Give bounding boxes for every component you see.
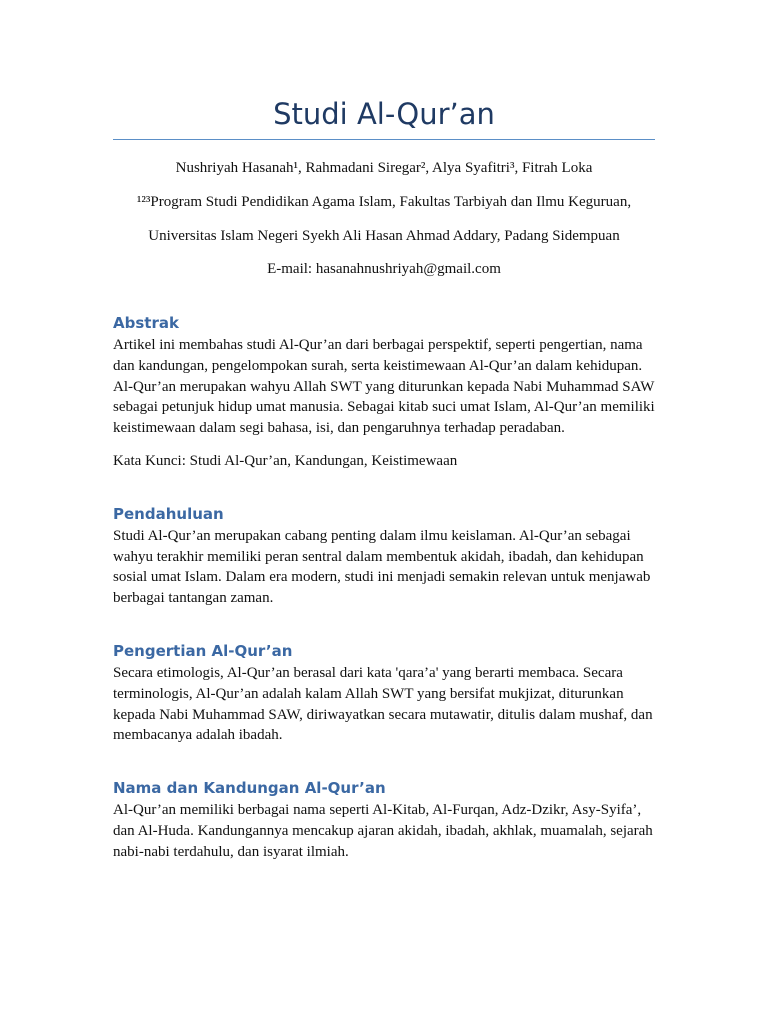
section-pendahuluan xyxy=(113,504,655,609)
author-email: E-mail: hasanahnushriyah@gmail.com xyxy=(267,261,501,277)
document-page xyxy=(113,0,655,863)
title-underline xyxy=(113,139,655,140)
section-heading: Nama dan Kandungan Al-Qur’an xyxy=(113,779,386,798)
section-heading: Pengertian Al-Qur’an xyxy=(113,641,293,660)
section-abstrak xyxy=(113,313,655,472)
section-nama-kandungan xyxy=(113,778,655,862)
section-paragraph: Artikel ini membahas studi Al-Qur’an dari berbagai perspektif, seperti pengertian, nama dan kandungan, pengelompokan surah, serta keistimewaan Al-Qur’an dalam kehidupan. Al-Qur’an merupakan wahyu Allah SWT yang diturunkan kepada Nabi Muhammad SAW sebagai petunjuk hidup umat manusia. Sebagai kitab suci umat Islam, Al-Qur’an memiliki keistimewaan dalam segi bahasa, isi, dan pengaruhnya terhadap peradaban. xyxy=(113,337,655,437)
section-heading: Abstrak xyxy=(113,314,179,332)
section-paragraph: Al-Qur’an memiliki berbagai nama seperti Al-Kitab, Al-Furqan, Adz-Dzikr, Asy-Syifa’, dan Al-Huda. Kandungannya mencakup ajaran akidah, ibadah, akhlak, muamalah, sejarah nabi-nabi terdahulu, dan isyarat ilmiah. xyxy=(113,802,653,860)
affiliation-line-2: Universitas Islam Negeri Syekh Ali Hasan Ahmad Addary, Padang Sidempuan xyxy=(148,228,620,244)
author-list: Nushriyah Hasanah¹, Rahmadani Siregar², Alya Syafitri³, Fitrah Loka xyxy=(175,160,593,176)
section-paragraph: Studi Al-Qur’an merupakan cabang penting dalam ilmu keislaman. Al-Qur’an sebagai wahyu terakhir memiliki peran sentral dalam membentuk akidah, ibadah, dan kehidupan sosial umat Islam. Dalam era modern, studi ini menjadi semakin relevan untuk menjawab berbagai tantangan zaman. xyxy=(113,527,651,607)
affiliation-line-1: ¹²³Program Studi Pendidikan Agama Islam, Fakultas Tarbiyah dan Ilmu Keguruan, xyxy=(136,194,632,210)
document-title: Studi Al-Qur’an xyxy=(273,97,495,131)
section-pengertian xyxy=(113,641,655,746)
section-paragraph: Secara etimologis, Al-Qur’an berasal dari kata 'qara’a' yang berarti membaca. Secara terminologis, Al-Qur’an adalah kalam Allah SWT yang bersifat mukjizat, diturunkan kepada Nabi Muhammad SAW, diriwayatkan secara mutawatir, ditulis dalam mushaf, dan membacanya adalah ibadah. xyxy=(113,664,653,744)
keywords-line: Kata Kunci: Studi Al-Qur’an, Kandungan, Keistimewaan xyxy=(113,452,458,469)
section-heading: Pendahuluan xyxy=(113,504,224,523)
